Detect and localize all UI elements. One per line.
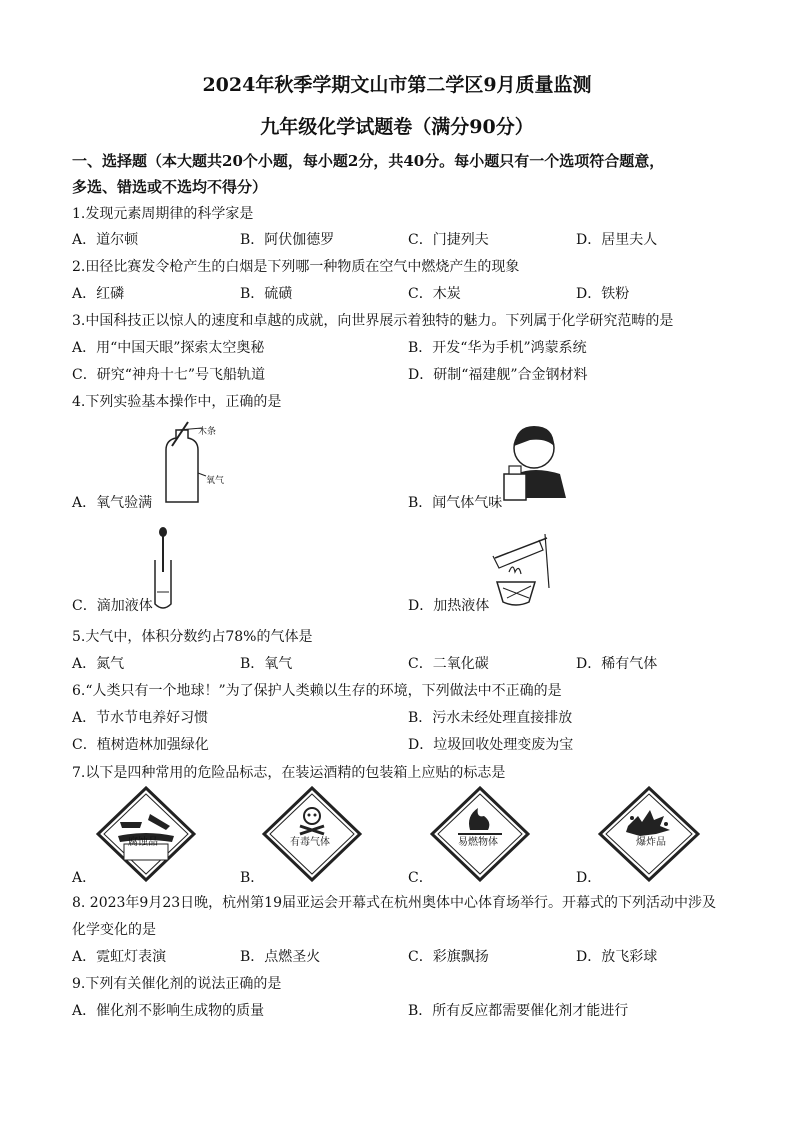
q5-option-d: D．稀有气体	[576, 656, 658, 672]
explosive-sign-label: 爆炸品	[636, 837, 666, 848]
q4-stem: 4.下列实验基本操作中，正确的是	[72, 394, 282, 410]
oxygen-test-label-stick: 木条	[198, 427, 217, 437]
q3-option-b: B．开发“华为手机”鸿蒙系统	[408, 340, 587, 356]
q1-option-d: D．居里夫人	[576, 232, 658, 248]
q5-option-c: C．二氧化碳	[408, 656, 489, 672]
q9-option-a: A．催化剂不影响生成物的质量	[72, 1003, 265, 1019]
q7-option-d: D．	[576, 870, 602, 886]
exam-subtitle: 九年级化学试题卷（满分90分）	[260, 116, 534, 138]
q6-option-c: C．植树造林加强绿化	[72, 737, 209, 753]
q6-option-b: B．污水未经处理直接排放	[408, 710, 573, 726]
q2-option-a: A．红磷	[72, 286, 125, 302]
q5-option-a: A．氮气	[72, 656, 125, 672]
q4-option-b: B．闻气体气味	[408, 495, 503, 511]
q2-option-b: B．硫磺	[240, 286, 293, 302]
q3-stem: 3.中国科技正以惊人的速度和卓越的成就，向世界展示着独特的魅力。下列属于化学研究范畴的是	[72, 313, 674, 329]
q2-stem: 2.田径比赛发令枪产生的白烟是下列哪一种物质在空气中燃烧产生的现象	[72, 259, 520, 275]
q2-option-d: D．铁粉	[576, 286, 630, 302]
q8-option-a: A．霓虹灯表演	[72, 949, 167, 965]
q3-option-d: D．研制“福建舰”合金钢材料	[408, 367, 588, 383]
flammable-sign-label: 易燃物体	[458, 837, 498, 848]
smell-gas-figure	[500, 418, 572, 502]
q5-option-b: B．氧气	[240, 656, 293, 672]
exam-title: 2024年秋季学期文山市第二学区9月质量监测	[202, 74, 592, 96]
q8-option-c: C．彩旗飘扬	[408, 949, 489, 965]
q6-option-a: A．节水节电养好习惯	[72, 710, 209, 726]
q6-option-d: D．垃圾回收处理变废为宝	[408, 737, 574, 753]
q4-option-d: D．加热液体	[408, 598, 490, 614]
q3-option-c: C．研究“神舟十七”号飞船轨道	[72, 367, 266, 383]
toxic-gas-sign-label: 有毒气体	[290, 837, 330, 848]
q9-stem: 9.下列有关催化剂的说法正确的是	[72, 976, 282, 992]
q7-stem: 7.以下是四种常用的危险品标志，在装运酒精的包装箱上应贴的标志是	[72, 765, 506, 781]
section-heading: 一、选择题（本大题共20个小题，每小题2分，共40分。每小题只有一个选项符合题意，	[72, 152, 665, 170]
oxygen-test-label-gas: 氧气	[206, 476, 225, 486]
q8-option-b: B．点燃圣火	[240, 949, 321, 965]
q1-stem: 1.发现元素周期律的科学家是	[72, 206, 254, 222]
q3-option-a: A．用“中国天眼”探索太空奥秘	[72, 340, 265, 356]
q1-option-b: B．阿伏伽德罗	[240, 232, 335, 248]
oxygen-test-figure	[150, 418, 240, 508]
q5-stem: 5.大气中，体积分数约占78%的气体是	[72, 629, 313, 645]
q9-option-b: B．所有反应都需要催化剂才能进行	[408, 1003, 629, 1019]
q8-option-d: D．放飞彩球	[576, 949, 658, 965]
q1-option-c: C．门捷列夫	[408, 232, 489, 248]
q7-option-b: B．	[240, 870, 265, 886]
heating-liquid-figure	[485, 528, 561, 612]
q8-stem-cont: 化学变化的是	[72, 922, 156, 938]
q7-option-c: C．	[408, 870, 433, 886]
q6-stem: 6.“人类只有一个地球！”为了保护人类赖以生存的环境，下列做法中不正确的是	[72, 683, 562, 699]
q7-option-a: A．	[72, 870, 97, 886]
section-heading-cont: 多选、错选或不选均不得分）	[72, 178, 268, 196]
q4-option-a: A．氧气验满	[72, 495, 153, 511]
q1-option-a: A．道尔顿	[72, 232, 139, 248]
corrosive-sign-label: 腐蚀品	[128, 837, 158, 848]
q2-option-c: C．木炭	[408, 286, 461, 302]
q4-option-c: C．滴加液体	[72, 598, 153, 614]
q8-stem: 8. 2023年9月23日晚，杭州第19届亚运会开幕式在杭州奥体中心体育场举行。开幕式的下列活动中涉及	[72, 895, 716, 911]
